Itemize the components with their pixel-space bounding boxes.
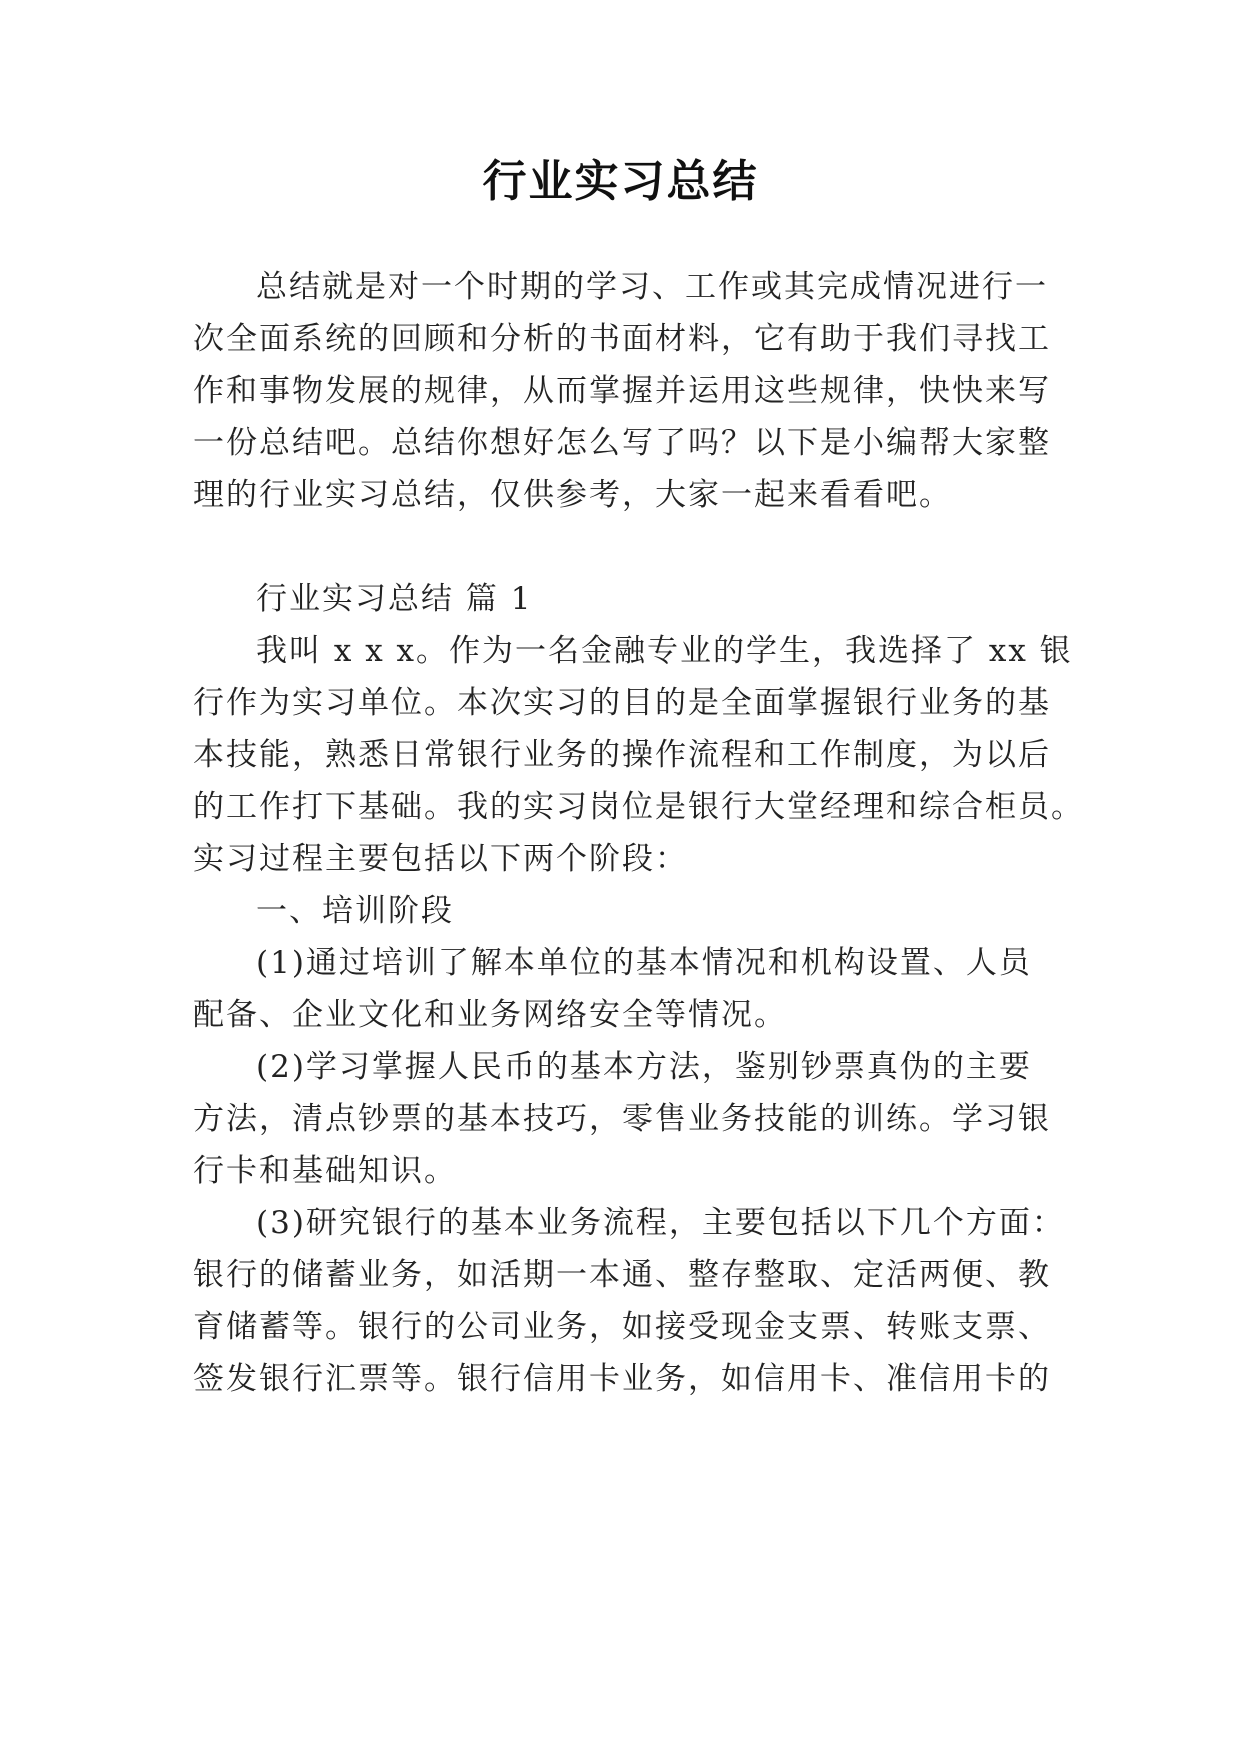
body-paragraph-line: (1)通过培训了解本单位的基本情况和机构设置、人员 xyxy=(256,945,1032,981)
body-paragraph-line: 配备、企业文化和业务网络安全等情况。 xyxy=(193,997,787,1033)
body-paragraph-line: 育储蓄等。银行的公司业务，如接受现金支票、转账支票、 xyxy=(193,1309,1051,1345)
body-paragraph-line: (3)研究银行的基本业务流程，主要包括以下几个方面： xyxy=(256,1205,1065,1241)
subsection-heading: 一、培训阶段 xyxy=(256,893,454,929)
document-title: 行业实习总结 xyxy=(482,156,759,207)
intro-paragraph-line: 理的行业实习总结，仅供参考，大家一起来看看吧。 xyxy=(193,477,952,513)
body-paragraph-line: 方法，清点钞票的基本技巧，零售业务技能的训练。学习银 xyxy=(193,1101,1051,1137)
body-paragraph-line: 银行的储蓄业务，如活期一本通、整存整取、定活两便、教 xyxy=(193,1257,1051,1293)
body-paragraph-line: 签发银行汇票等。银行信用卡业务，如信用卡、准信用卡的 xyxy=(193,1361,1051,1397)
body-paragraph-line: 我叫 x x x。作为一名金融专业的学生，我选择了 xx 银 xyxy=(256,633,1073,669)
body-paragraph-line: 行卡和基础知识。 xyxy=(193,1153,457,1189)
body-paragraph-line: 实习过程主要包括以下两个阶段： xyxy=(193,841,688,877)
section-heading: 行业实习总结 篇 1 xyxy=(256,581,533,617)
intro-paragraph-line: 总结就是对一个时期的学习、工作或其完成情况进行一 xyxy=(256,269,1048,305)
body-paragraph-line: 的工作打下基础。我的实习岗位是银行大堂经理和综合柜员。 xyxy=(193,789,1084,825)
body-paragraph-line: 行作为实习单位。本次实习的目的是全面掌握银行业务的基 xyxy=(193,685,1051,721)
intro-paragraph-line: 一份总结吧。总结你想好怎么写了吗？以下是小编帮大家整 xyxy=(193,425,1051,461)
body-paragraph-line: 本技能，熟悉日常银行业务的操作流程和工作制度，为以后 xyxy=(193,737,1051,773)
intro-paragraph-line: 作和事物发展的规律，从而掌握并运用这些规律，快快来写 xyxy=(193,373,1051,409)
intro-paragraph-line: 次全面系统的回顾和分析的书面材料，它有助于我们寻找工 xyxy=(193,321,1051,357)
body-paragraph-line: (2)学习掌握人民币的基本方法，鉴别钞票真伪的主要 xyxy=(256,1049,1032,1085)
